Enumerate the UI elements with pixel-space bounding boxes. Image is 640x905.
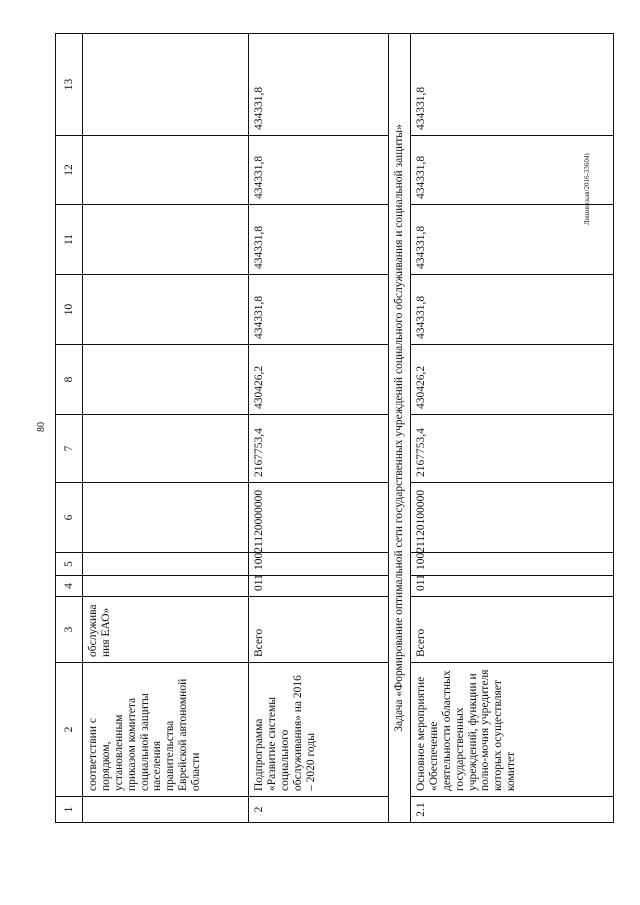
header-cell: 1 bbox=[56, 797, 83, 823]
task-row bbox=[389, 34, 411, 823]
value-cell: 430426,2 bbox=[249, 345, 389, 415]
value-cell: 434331,8 bbox=[411, 205, 614, 275]
value-cell: 011 bbox=[411, 576, 614, 597]
value-cell: 434331,8 bbox=[249, 136, 389, 205]
value-cell: 434331,8 bbox=[411, 275, 614, 345]
value-cell: 011 bbox=[249, 576, 389, 597]
value-cell bbox=[83, 576, 249, 597]
page-number: 80 bbox=[36, 422, 47, 432]
value-cell: 430426,2 bbox=[411, 345, 614, 415]
value-cell: 2167753,4 bbox=[249, 415, 389, 483]
description-cell: Подпрограмма «Развитие системы социального обслуживания» на 2016 – 2020 годы bbox=[249, 663, 389, 797]
rotated-table-container bbox=[55, 34, 614, 823]
value-cell: 2167753,4 bbox=[411, 415, 614, 483]
value-cell: 434331,8 bbox=[249, 34, 389, 136]
table-row bbox=[249, 34, 389, 823]
value-cell: 1002 bbox=[249, 553, 389, 576]
header-cell: 4 bbox=[56, 576, 83, 597]
document-reference: Ляшинская/2016-33604) bbox=[583, 153, 591, 225]
table-row bbox=[83, 34, 249, 823]
budget-table bbox=[55, 33, 614, 823]
value-cell bbox=[83, 483, 249, 553]
description-cell: Основное мероприятие «Обеспечение деятельности областных государственных учреждений, функции и полно-мочия учредителя которых осуществляет комитет bbox=[411, 663, 614, 797]
row-number-cell: 2.1 bbox=[411, 797, 614, 823]
value-cell bbox=[83, 553, 249, 576]
source-cell: Всего bbox=[411, 597, 614, 663]
header-cell: 10 bbox=[56, 275, 83, 345]
task-cell: Задача «Формирование оптимальной сети государственных учреждений социального обслуживания и социальной защиты» bbox=[389, 34, 411, 823]
value-cell bbox=[83, 34, 249, 136]
value-cell: 434331,8 bbox=[411, 34, 614, 136]
header-cell: 3 bbox=[56, 597, 83, 663]
header-cell: 5 bbox=[56, 553, 83, 576]
table-row bbox=[411, 34, 614, 823]
header-row bbox=[56, 34, 83, 823]
value-cell: 434331,8 bbox=[249, 275, 389, 345]
header-cell: 8 bbox=[56, 345, 83, 415]
value-cell: 434331,8 bbox=[249, 205, 389, 275]
description-cell: соответствии с порядком, установленным приказом комитета социальной защиты населения правительства Еврейской автономной области bbox=[83, 663, 249, 797]
source-cell: обслуживания ЕАО» bbox=[83, 597, 249, 663]
header-cell: 12 bbox=[56, 136, 83, 205]
value-cell bbox=[83, 345, 249, 415]
header-cell: 7 bbox=[56, 415, 83, 483]
row-number-cell: 2 bbox=[249, 797, 389, 823]
value-cell: 434331,8 bbox=[411, 136, 614, 205]
header-cell: 13 bbox=[56, 34, 83, 136]
value-cell bbox=[83, 205, 249, 275]
header-cell: 11 bbox=[56, 205, 83, 275]
value-cell: 1002 bbox=[411, 553, 614, 576]
value-cell: 1120100000 bbox=[411, 483, 614, 553]
value-cell bbox=[83, 136, 249, 205]
header-cell: 6 bbox=[56, 483, 83, 553]
row-number-cell bbox=[83, 797, 249, 823]
value-cell: 1120000000 bbox=[249, 483, 389, 553]
source-cell: Всего bbox=[249, 597, 389, 663]
value-cell bbox=[83, 415, 249, 483]
value-cell bbox=[83, 275, 249, 345]
header-cell: 2 bbox=[56, 663, 83, 797]
